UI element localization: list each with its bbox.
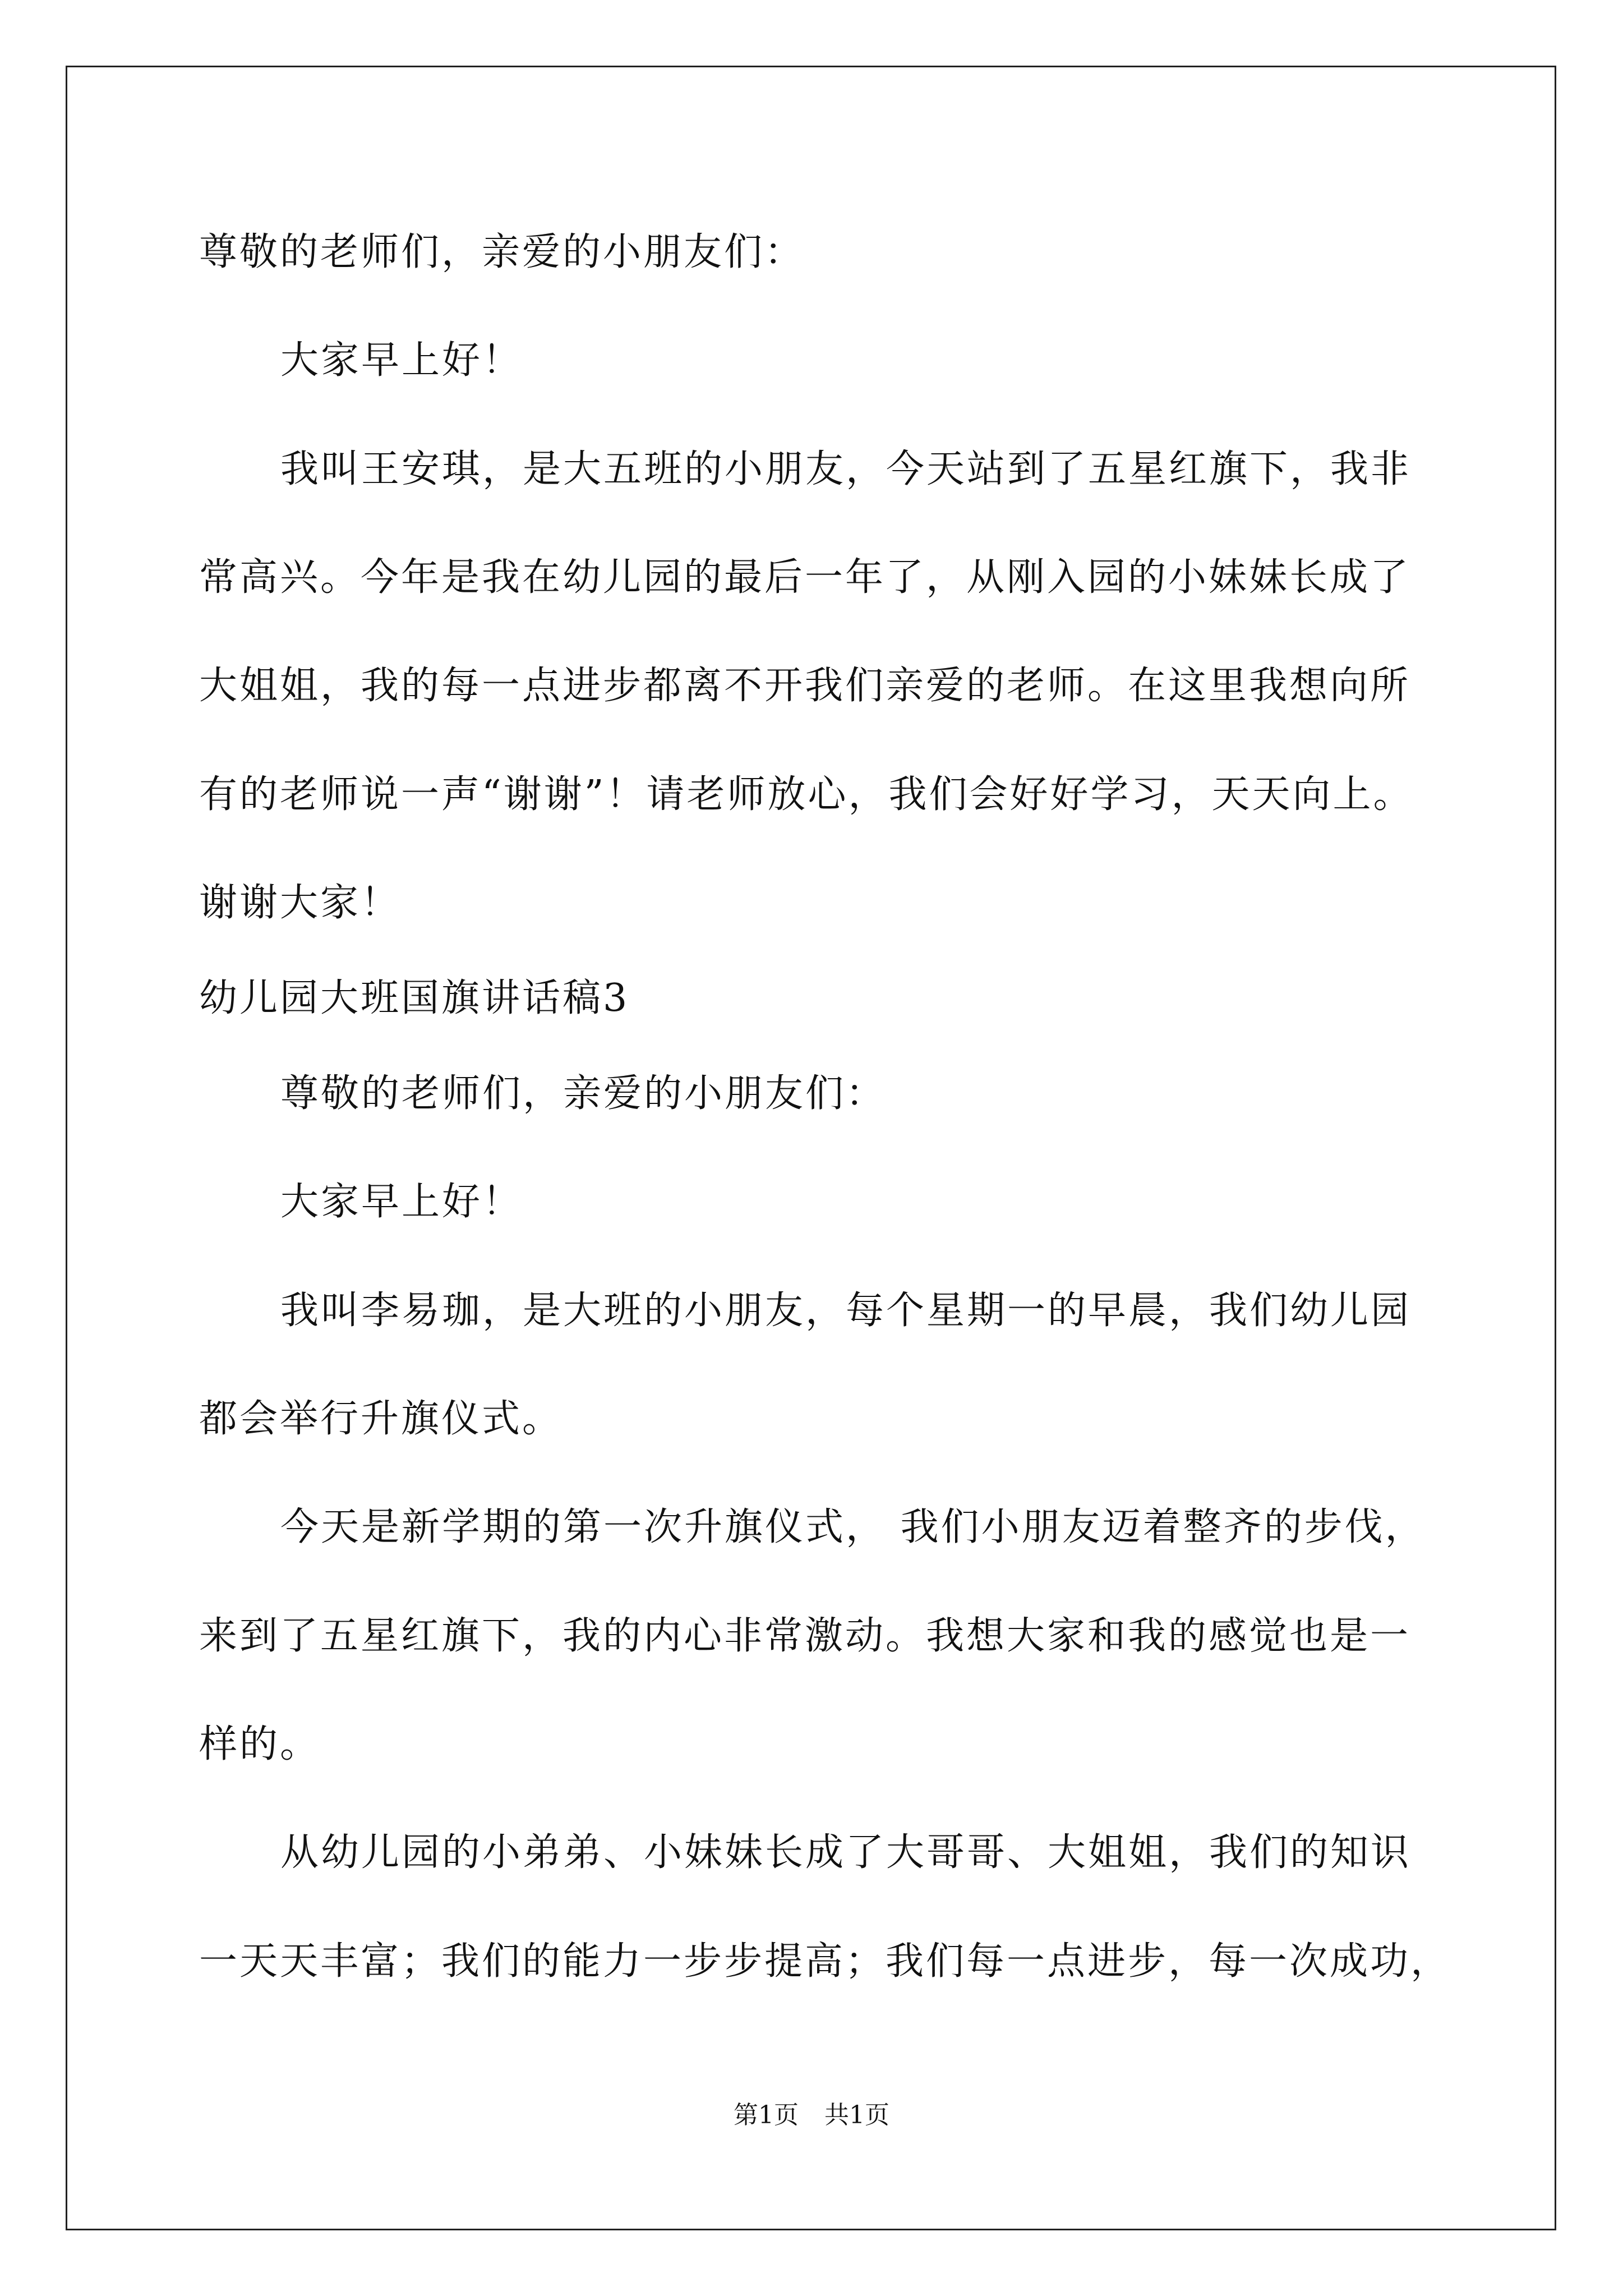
page-number: 第1页	[734, 2101, 799, 2129]
morning-greeting: 大家早上好！	[280, 1180, 523, 1224]
paragraph-line: 样的。	[199, 1722, 321, 1766]
paragraph-line: 大姐姐，我的每一点进步都离不开我们亲爱的老师。在这里我想向所	[199, 664, 1411, 708]
page-footer	[0, 2101, 1623, 2130]
paragraph-line: 来到了五星红旗下，我的内心非常激动。我想大家和我的感觉也是一	[199, 1614, 1411, 1658]
greeting-line: 尊敬的老师们，亲爱的小朋友们：	[280, 1071, 887, 1116]
greeting-line: 尊敬的老师们，亲爱的小朋友们：	[199, 230, 805, 274]
section-heading: 幼儿园大班国旗讲话稿3	[199, 976, 630, 1020]
page-total: 共1页	[824, 2101, 889, 2129]
paragraph-line: 有的老师说一声“谢谢”！请老师放心，我们会好好学习，天天向上。	[199, 772, 1414, 817]
morning-greeting: 大家早上好！	[280, 338, 523, 383]
paragraph-line: 我叫李易珈，是大班的小朋友，每个星期一的早晨，我们幼儿园	[280, 1289, 1412, 1333]
page-border	[66, 66, 1556, 2230]
paragraph-line: 我叫王安琪，是大五班的小朋友，今天站到了五星红旗下，我非	[280, 447, 1412, 491]
paragraph-line: 常高兴。今年是我在幼儿园的最后一年了，从刚入园的小妹妹长成了	[199, 555, 1411, 600]
paragraph-line: 从幼儿园的小弟弟、小妹妹长成了大哥哥、大姐姐，我们的知识	[280, 1830, 1412, 1875]
paragraph-line: 都会举行升旗仪式。	[199, 1397, 563, 1441]
paragraph-line: 一天天丰富；我们的能力一步步提高；我们每一点进步，每一次成功，	[199, 1939, 1451, 1984]
closing-line: 谢谢大家！	[199, 881, 402, 925]
paragraph-line: 今天是新学期的第一次升旗仪式， 我们小朋友迈着整齐的步伐，	[280, 1505, 1426, 1549]
